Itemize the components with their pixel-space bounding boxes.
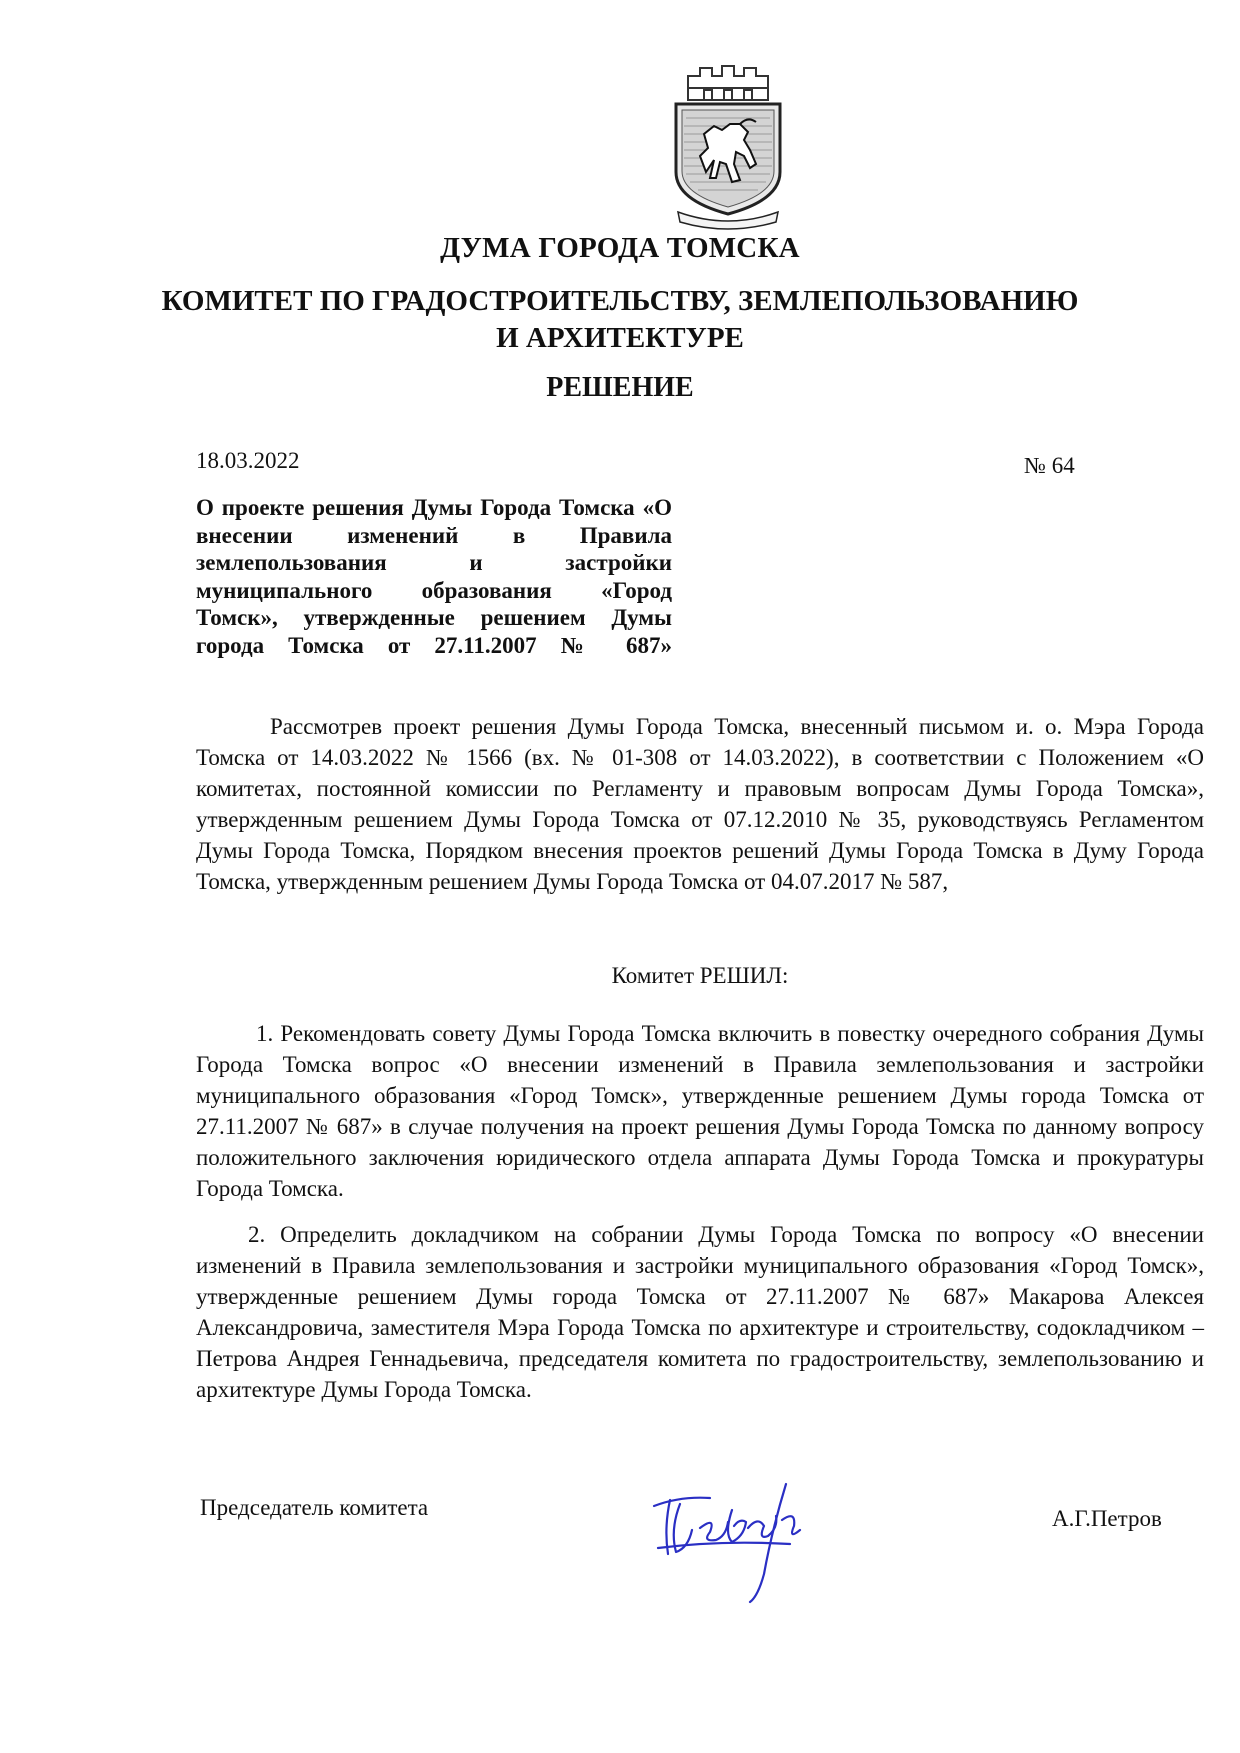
decision-date: 18.03.2022: [196, 448, 300, 473]
document-type-title: РЕШЕНИЕ: [546, 372, 694, 403]
signer-role: Председатель комитета: [200, 1495, 429, 1520]
resolution-item-1: 1. Рекомендовать совету Думы Города Томска включить в повестку очередного собрания Думы Города Томска вопрос «О внесении изменений в Правила землепользования и застройки муниципального образования «Город Томск», утвержденные решением Думы города Томска от 27.11.2007 № 687» в случае получения на проект решения Думы Города Томска по данному вопросу положительного заключения юридического отдела аппарата Думы Города Томска и прокуратуры Города Томска.: [196, 1021, 1204, 1201]
resolution-item-2: 2. Определить докладчиком на собрании Думы Города Томска по вопросу «О внесении изменений в Правила землепользования и застройки муниципального образования «Город Томск», утвержденные решением Думы города Томска от 27.11.2007 № 687» Макарова Алексея Александровича, заместителя Мэра Города Томска по архитектуре и строительству, содокладчиком – Петрова Андрея Геннадьевича, председателя комитета по градостроительству, землепользованию и архитектуре Думы Города Томска.: [196, 1222, 1204, 1402]
preamble-paragraph: Рассмотрев проект решения Думы Города Томска, внесенный письмом и. о. Мэра Города Томска от 14.03.2022 № 1566 (вх. № 01-308 от 14.03.2022), в соответствии с Положением «О комитетах, постоянной комиссии по Регламенту и правовым вопросам Думы Города Томска», утвержденным решением Думы Города Томска от 07.12.2010 № 35, руководствуясь Регламентом Думы Города Томска, Порядком внесения проектов решений Думы Города Томска в Думу Города Томска, утвержденным решением Думы Города Томска от 04.07.2017 № 587,: [196, 714, 1204, 894]
resolved-heading: Комитет РЕШИЛ:: [611, 963, 789, 988]
committee-title: КОМИТЕТ ПО ГРАДОСТРОИТЕЛЬСТВУ, ЗЕМЛЕПОЛЬЗОВАНИЮ И АРХИТЕКТУРЕ: [161, 285, 1079, 354]
handwritten-signature-icon: [640, 1470, 850, 1610]
decision-number: № 64: [1024, 453, 1075, 478]
signer-name: А.Г.Петров: [1052, 1506, 1162, 1531]
decision-subject: О проекте решения Думы Города Томска «О внесении изменений в Правила землепользования и застройки муниципального образования «Город Томск», утвержденные решением Думы города Томска от 27.11.2007 № 687»: [196, 495, 672, 658]
tomsk-coat-of-arms-icon: [660, 60, 796, 232]
organization-title: ДУМА ГОРОДА ТОМСКА: [440, 232, 800, 264]
